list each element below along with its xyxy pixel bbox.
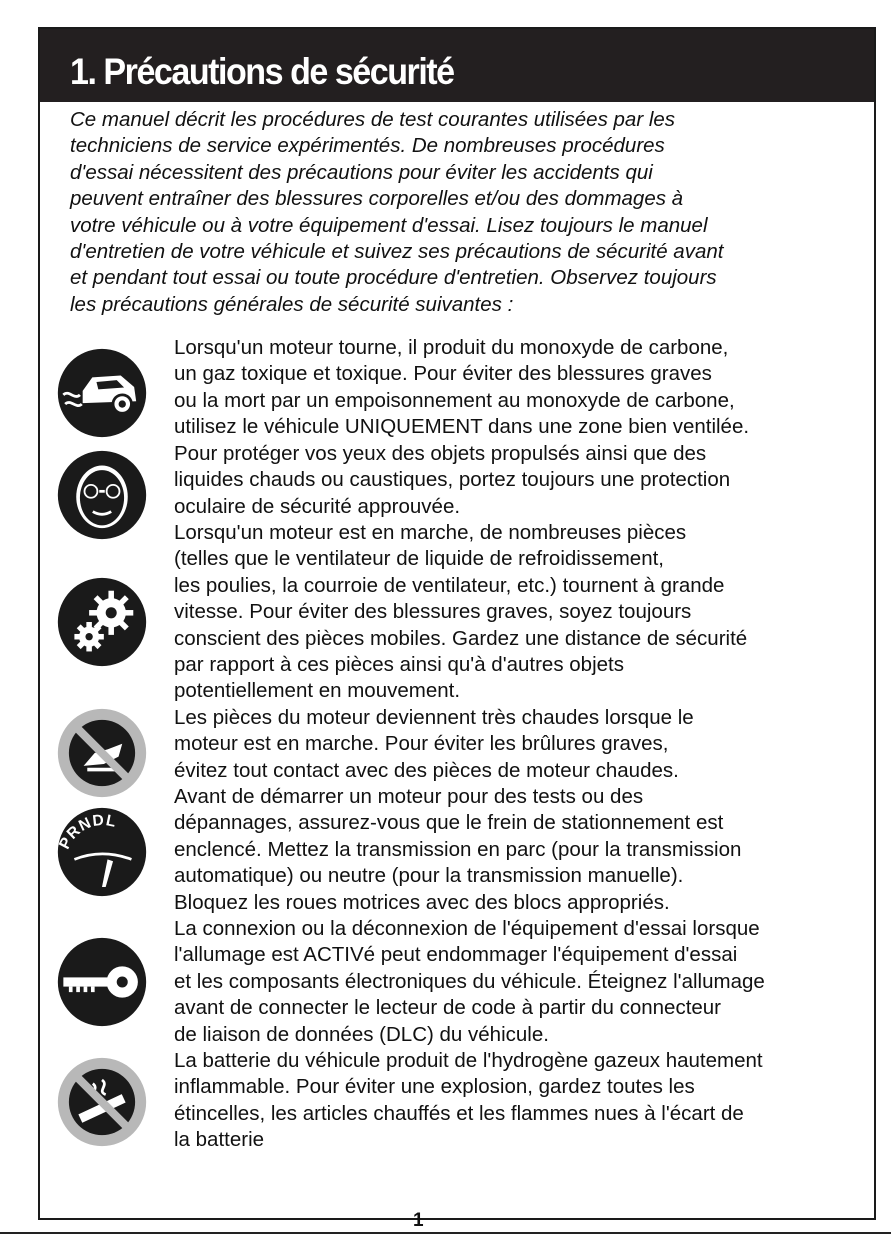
intro-line: peuvent entraîner des blessures corporelles et/ou des dommages à <box>70 187 684 211</box>
precaution-text <box>174 705 874 784</box>
text-line: vitesse. Pour éviter des blessures graves, soyez toujours <box>174 600 692 624</box>
intro-paragraph <box>70 107 870 318</box>
section-header <box>40 29 874 102</box>
text-line: potentiellement en mouvement. <box>174 679 461 703</box>
text-line: la batterie <box>174 1128 265 1152</box>
text-line: dépannages, assurez-vous que le frein de stationnement est <box>174 811 724 835</box>
text-line: La batterie du véhicule produit de l'hydrogène gazeux hautement <box>174 1049 763 1072</box>
text-line: automatique) ou neutre (pour la transmission manuelle). <box>174 864 684 888</box>
page-title: 1. Précautions de sécurité <box>70 51 454 92</box>
intro-line: d'essai nécessitent des précautions pour éviter les accidents qui <box>70 160 653 184</box>
bottom-rule <box>0 1232 891 1234</box>
page-number: 1 <box>413 1210 424 1231</box>
text-line: (telles que le ventilateur de liquide de refroidissement, <box>174 547 664 571</box>
text-line: étincelles, les articles chauffés et les flammes nues à l'écart de <box>174 1101 744 1125</box>
precaution-text <box>174 916 874 1048</box>
page-frame <box>38 27 876 1231</box>
text-line: par rapport à ces pièces ainsi qu'à d'autres objets <box>174 653 624 677</box>
intro-line: Ce manuel décrit les procédures de test courantes utilisées par les <box>70 108 676 131</box>
text-line: conscient des pièces mobiles. Gardez une distance de sécurité <box>174 626 748 650</box>
intro-line: d'entretien de votre véhicule et suivez ses précautions de sécurité avant <box>70 240 724 264</box>
text-line: Lorsqu'un moteur tourne, il produit du monoxyde de carbone, <box>174 336 729 359</box>
text-line: ou la mort par un empoisonnement au monoxyde de carbone, <box>174 388 735 412</box>
intro-line: et pendant tout essai ou toute procédure d'entretien. Observez toujours <box>70 266 717 290</box>
text-line: l'allumage est ACTIVé peut endommager l'équipement d'essai <box>174 943 738 967</box>
intro-line: votre véhicule ou à votre équipement d'essai. Lisez toujours le manuel <box>70 213 708 237</box>
precaution-text <box>174 520 874 705</box>
text-line: de liaison de données (DLC) du véhicule. <box>174 1022 549 1046</box>
text-line: oculaire de sécurité approuvée. <box>174 494 461 518</box>
gear-selector-prndl-icon <box>56 806 148 898</box>
text-line: La connexion ou la déconnexion de l'équipement d'essai lorsque <box>174 917 760 940</box>
text-line: enclencé. Mettez la transmission en parc (pour la transmission <box>174 837 742 861</box>
text-line: Pour protéger vos yeux des objets propulsés ainsi que des <box>174 442 707 465</box>
text-line: inflammable. Pour éviter une explosion, gardez toutes les <box>174 1075 695 1099</box>
car-exhaust-icon <box>56 347 148 439</box>
ignition-key-icon <box>56 936 148 1028</box>
precaution-text <box>174 1048 874 1154</box>
text-line: utilisez le véhicule UNIQUEMENT dans une zone bien ventilée. <box>174 415 750 439</box>
intro-line: les précautions générales de sécurité suivantes : <box>70 292 514 316</box>
precaution-text <box>174 784 874 916</box>
prndl-label: PRNDL <box>56 811 119 852</box>
no-touch-hot-surface-icon <box>56 707 148 799</box>
precaution-text <box>174 335 874 441</box>
text-line: liquides chauds ou caustiques, portez toujours une protection <box>174 468 731 492</box>
precaution-text <box>174 441 874 520</box>
text-line: avant de connecter le lecteur de code à partir du connecteur <box>174 996 722 1020</box>
text-line: Avant de démarrer un moteur pour des tests ou des <box>174 785 644 808</box>
gears-icon <box>56 576 148 668</box>
text-line: et les composants électroniques du véhicule. Éteignez l'allumage <box>174 969 765 993</box>
text-line: les poulies, la courroie de ventilateur, etc.) tournent à grande <box>174 573 725 597</box>
text-line: Les pièces du moteur deviennent très chaudes lorsque le <box>174 706 694 729</box>
text-line: évitez tout contact avec des pièces de moteur chaudes. <box>174 758 679 782</box>
text-line: Bloquez les roues motrices avec des blocs appropriés. <box>174 890 670 914</box>
text-line: Lorsqu'un moteur est en marche, de nombreuses pièces <box>174 521 687 544</box>
intro-line: techniciens de service expérimentés. De nombreuses procédures <box>70 134 665 158</box>
no-smoking-icon <box>56 1056 148 1148</box>
text-line: un gaz toxique et toxique. Pour éviter des blessures graves <box>174 362 712 386</box>
safety-goggles-icon <box>56 449 148 541</box>
text-line: moteur est en marche. Pour éviter les brûlures graves, <box>174 732 669 756</box>
